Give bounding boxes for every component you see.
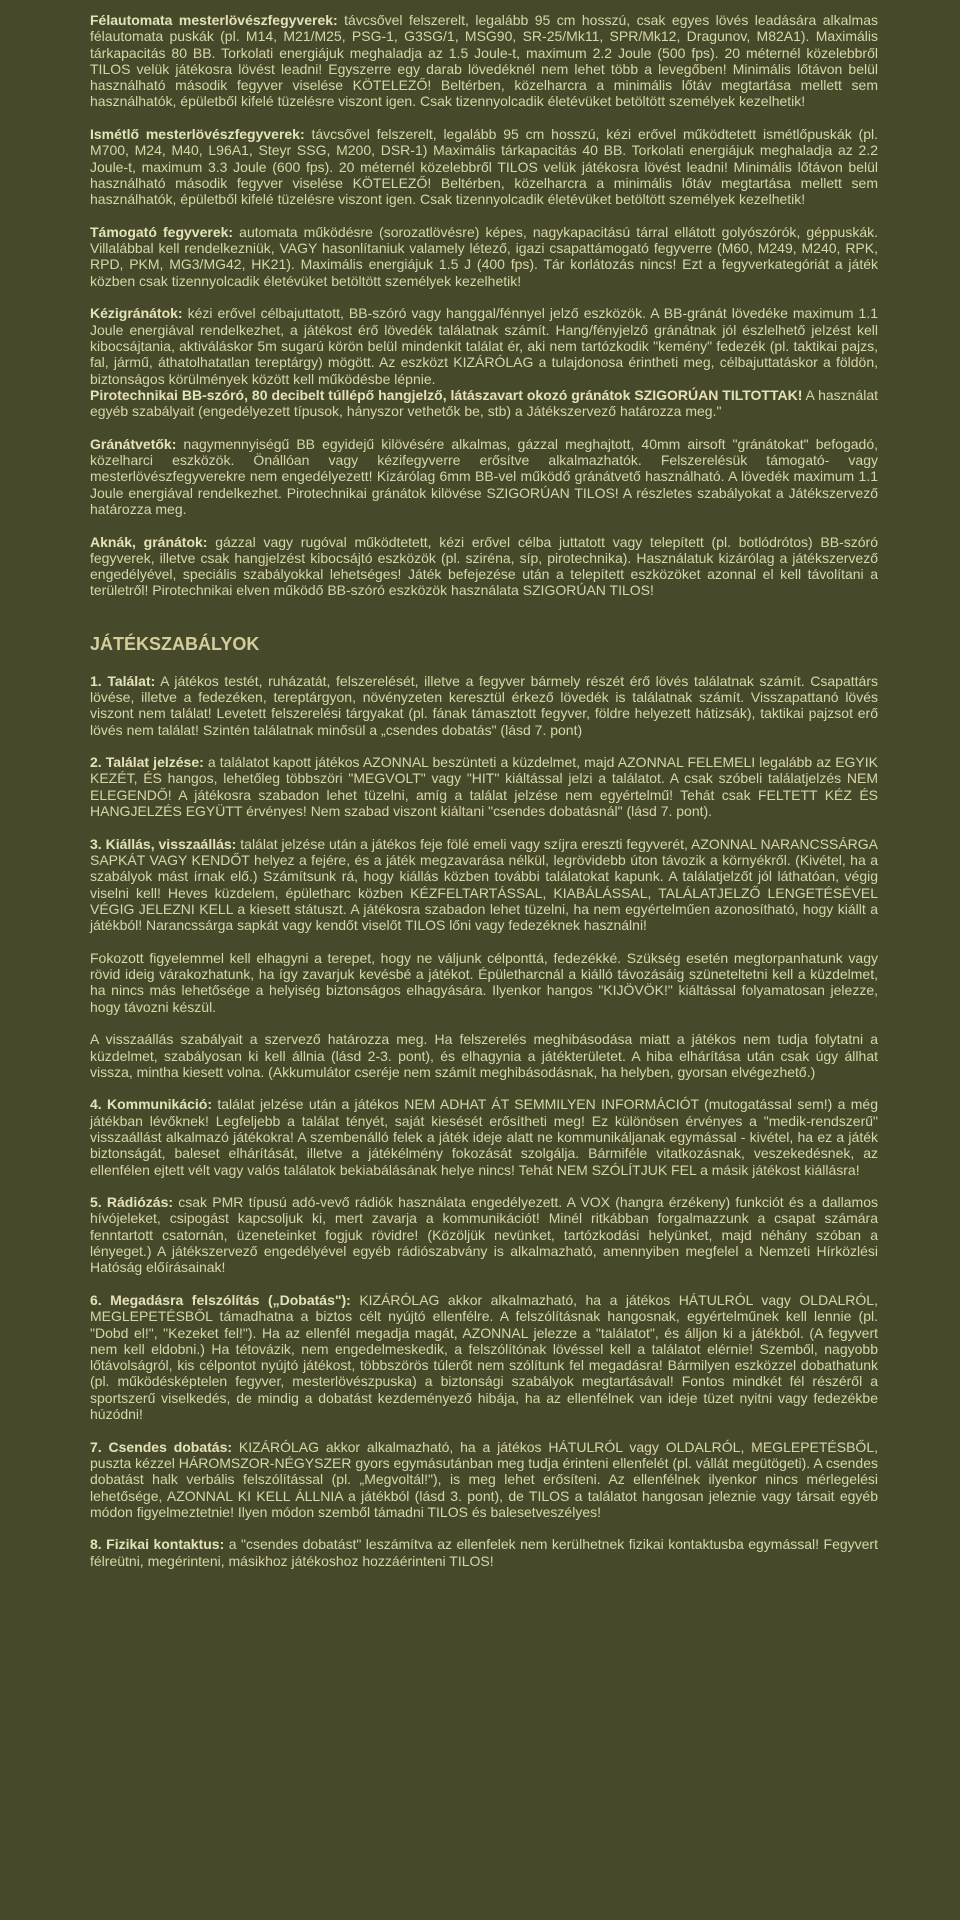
rule-exit-respawn: 3. Kiállás, visszaállás: találat jelzése után a játékos feje fölé emeli vagy szíjra ereszti fegyverét, AZONNAL NARANCSSÁRGA SAPKÁT VAGY KENDŐT helyez a fejére, és a játék megzavarása nélkül, legrövidebb úton távozik a környékről. (Kivétel, ha a szabályok mást írnak elő.) Számítsunk rá, hogy kiállás közben további találatokat kapunk. A találatjelzőt jól láthatóan, végig viselni kell! Heves küzdelem, épületharc közben KÉZFELTARTÁSSAL, KIABÁLÁSSAL, TALÁLATJELZŐ LENGETÉSÉVEL VÉGIG JELEZNI KELL a kiesett státuszt. A játékosra szabadon lehet tüzelni, ha nem egyértelműen azonosítható, hogy kiállt a játékból! Narancssárga sapkát vagy kendőt viselőt TILOS lőni vagy fedezéknek használni! bbox=[90, 835, 878, 934]
rule-radio: 5. Rádiózás: csak PMR típusú adó-vevő rádiók használata engedélyezett. A VOX (hangra érzékeny) funkciót és a dallamos hívójeleket, csipogást kapcsoljuk ki, mert zavarja a kommunikációt! Minél ritkábban forgalmazzunk a csapat számára fenntartott csatornán, üzeneteinket fogjuk rövidre! (Közöljük nevünket, tartózkodási helyünket, majd néhány szóban a lényeget.) A játékszervező engedélyével egyéb rádiószabvány is alkalmazható, amennyiben megfelel a Nemzeti Hírközlési Hatóság előírásainak! bbox=[90, 1194, 878, 1276]
rule-surrender-call: 6. Megadásra felszólítás („Dobatás"): KIZÁRÓLAG akkor alkalmazható, ha a játékos HÁTULRÓL vagy OLDALRÓL, MEGLEPETÉSBŐL támadhatna a biztos célt nyújtó ellenfélre. A felszólításnak hangosnak, egyértelműnek kell lennie (pl. "Dobd el!", "Kezeket fel!"). Ha az ellenfél megadja magát, AZONNAL jelezze a "találatot", és álljon ki a játékból. (A fegyvert nem kell eldobni.) Ha tétovázik, nem engedelmeskedik, a felszólítónak lövéssel kell a találatot elérnie! Szemből, nagyobb lőtávolságról, kis célpontot nyújtó játékost, többszörös túlerőt nem szólítunk fel megadásra! Bármilyen eszközzel dobathatunk (pl. működésképtelen fegyver, mesterlövészpuska) a biztonsági szabályok megtartásával! Fontos mindkét fél részéről a sportszerű viselkedés, de mindig a dobatást kezdeményező hibája, ha az ellenfélnek van ideje tüzet nyitni vagy fedezékbe húzódni! bbox=[90, 1291, 878, 1423]
rule-hit-signal: 2. Találat jelzése: a találatot kapott játékos AZONNAL beszünteti a küzdelmet, majd AZONNAL FELEMELI legalább az EGYIK KEZÉT, ÉS hangos, lehetőleg többszöri "MEGVOLT" vagy "HIT" kiáltással jelzi a találatot. A csak szóbeli találatjelzés NEM ELEGENDŐ! A játékosra szabadon lehet tüzelni, amíg a találat jelzése nem egyértelmű! Tehát csak FELTETT KÉZ ÉS HANGJELZÉS EGYÜTT érvényes! Nem szabad viszont kiáltani "csendes dobatásnál" (lásd 7. pont). bbox=[90, 754, 878, 820]
paragraph-support-weapons: Támogató fegyverek: automata működésre (sorozatlövésre) képes, nagykapacitású tárral ellátott golyószórók, géppuskák. Villalábbal kell rendelkezniük, VAGY hasonlítaniuk valamely létező, igazi csapattámogató fegyverre (M60, M249, M240, RPK, RPD, PKM, MG3/MG42, HK21). Maximális energiájuk 1.5 J (400 fps). Tár korlátozás nincs! Ezt a fegyverkategóriát a játék közben csak tizennyolcadik életévüket betöltött személyek kezelhetik! bbox=[90, 223, 878, 289]
paragraph-grenade-launchers: Gránátvetők: nagymennyiségű BB egyidejű kilövésére alkalmas, gázzal meghajtott, 40mm airsoft "gránátokat" befogadó, közelharci eszközök. Önállóan vagy kézifegyverre erősítve alkalmazhatók. Felszerelésük támogató- vagy mesterlövészfegyverekre nem engedélyezett! Kizárólag 6mm BB-vel működő gránátvető használható. A lövedék maximum 1.1 Joule energiával rendelkezhet. Pirotechnikai gránátok kilövése SZIGORÚAN TILOS! A részletes szabályokat a Játékszervező határozza meg. bbox=[90, 435, 878, 517]
rule-exit-caution: Fokozott figyelemmel kell elhagyni a terepet, hogy ne váljunk célponttá, fedezékké. Szükség esetén megtorpanhatunk vagy rövid ideig várakozhatunk, ha így zavarjuk kevésbé a játékot. Épületharcnál a kiálló távozásáig szüneteltetni kell a küzdelmet, ha nincs más lehetősége a helyiség biztonságos elhagyására. Ilyenkor hangos "KIJÖVÖK!" kiáltással folyamatosan jelezze, hogy távozni készül. bbox=[90, 949, 878, 1015]
rule-physical-contact: 8. Fizikai kontaktus: a "csendes dobatást" leszámítva az ellenfelek nem kerülhetnek fizikai kontaktusba egymással! Fegyvert félreütni, megérinteni, másikhoz játékoshoz hozzáérinteni TILOS! bbox=[90, 1536, 878, 1569]
rule-silent-kill: 7. Csendes dobatás: KIZÁRÓLAG akkor alkalmazható, ha a játékos HÁTULRÓL vagy OLDALRÓL, MEGLEPETÉSBŐL, puszta kézzel HÁROMSZOR-NÉGYSZER gyors egymásutánban meg tudja érinteni ellenfelét (pl. vállát megütögeti). A csendes dobatást halk verbális felszólítással (pl. „Megvoltál!"), is meg lehet erősíteni. Az ellenfélnek ilyenkor nincs mérlegelési lehetősége, AZONNAL KI KELL ÁLLNIA a játékból (lásd 3. pont), de TILOS a találatot hangosan jeleznie vagy társait egyéb módon figyelmeztetnie! Ilyen módon szemből támadni TILOS és balesetveszélyes! bbox=[90, 1438, 878, 1520]
rule-communication: 4. Kommunikáció: találat jelzése után a játékos NEM ADHAT ÁT SEMMILYEN INFORMÁCIÓT (mutogatással sem!) a még játékban lévőknek! Legfeljebb a találat tényét, saját kiesését erősítheti meg! Ez különösen érvényes a "medik-rendszerű" visszaállást alkalmazó játékokra! A szembenálló felek a játék ideje alatt ne kommunikáljanak egymással - kivétel, ha ez a játék biztonságát, baleset elhárítását, illetve a játékélmény fokozását szolgálja. Bármiféle vitatkozásnak, veszekedésnek, az ellenfélen ejtett vélt vagy valós találatok bekiabálásának helye nincs! Tehát NEM SZÓLÍTJUK FEL a másik játékost kiállásra! bbox=[90, 1096, 878, 1178]
paragraph-pyrotechnics: Pirotechnikai BB-szóró, 80 decibelt túllépő hangjelző, látászavart okozó gránátok SZIGORÚAN TILTOTTAK! A használat egyéb szabályait (engedélyezett típusok, hányszor vethetők be, stb) a Játékszervező határozza meg." bbox=[90, 386, 878, 420]
rule-respawn-rules: A visszaállás szabályait a szervező határozza meg. Ha felszerelés meghibásodása miatt a játékos nem tudja folytatni a küzdelmet, szabályosan ki kell állnia (lásd 2-3. pont), és elhagynia a játékterületet. A hiba elhárítása után csak úgy állhat vissza, mintha kiesett volna. (Akkumulátor cseréje nem számít meghibásodásnak, ha helyben, gyorsan elvégezhető.) bbox=[90, 1031, 878, 1080]
paragraph-mines: Aknák, gránátok: gázzal vagy rugóval működtetett, kézi erővel célba juttatott vagy telepített (pl. botlódrótos) BB-szóró fegyverek, illetve csak hangjelzést kibocsájtó eszközök (pl. sziréna, síp, pirotechnika). Használatuk kizárólag a játékszervező engedélyével, speciális szabályokkal lehetséges! Játék befejezése után a telepített eszközöket azonnal el kell távolítani a területről! Pirotechnikai elven működő BB-szóró eszközök használata SZIGORÚAN TILOS! bbox=[90, 533, 878, 599]
paragraph-semi-auto-sniper: Félautomata mesterlövészfegyverek: távcsővel felszerelt, legalább 95 cm hosszú, csak egyes lövés leadására alkalmas félautomata puskák (pl. M14, M21/M25, PSG-1, G3SG/1, MSG90, SR-25/Mk11, SPR/Mk12, Dragunov, M82A1). Maximális tárkapacitás 80 BB. Torkolati energiájuk meghaladja az 1.5 Joule-t, maximum 2.2 Joule (500 fps). 20 méternél közelebbről TILOS velük játékosra lövést leadni! Egyszerre egy darab lövedéknél nem lehet több a levegőben! Minimális lőtávon belül használható második fegyver viselése KÖTELEZŐ! Beltérben, közelharcra a minimális lőtáv megtartása mellett sem használhatók, épületből kifelé tüzelésre viszont igen. Csak tizennyolcadik életévüket betöltött személyek kezelhetik! bbox=[90, 12, 878, 110]
paragraph-bolt-action-sniper: Ismétlő mesterlövészfegyverek: távcsővel felszerelt, legalább 95 cm hosszú, kézi erővel működtetett ismétlőpuskák (pl. M700, M24, M40, L96A1, Steyr SSG, M200, DSR-1) Maximális tárkapacitás 40 BB. Torkolati energiájuk meghaladja az 2.2 Joule-t, maximum 3.3 Joule (600 fps). 20 méternél közelebbről TILOS velük játékosra lövést leadni! Minimális lőtávon belül használható második fegyver viselése KÖTELEZŐ! Beltérben, közelharcra a minimális lőtáv megtartása mellett sem használhatók, épületből kifelé tüzelésre viszont igen. Csak tizennyolcadik életévüket betöltött személyek kezelhetik! bbox=[90, 126, 878, 208]
rules-heading: JÁTÉKSZABÁLYOK bbox=[90, 633, 260, 654]
document-body bbox=[90, 12, 878, 1585]
rule-hit: 1. Találat: A játékos testét, ruházatát, felszerelését, illetve a fegyver bármely részét érő lövés találatnak számít. Csapattárs lövése, illetve a fedezéken, tereptárgyon, növényzeten keresztül érkező lövedék is találatnak számít. Visszapattanó lövés viszont nem találat! Levetett felszerelési tárgyakat (pl. fának támasztott fegyver, földre helyezett hátizsák), taktikai pajzsot erő lövés nem találat! Szintén találatnak minősül a „csendes dobatás" (lásd 7. pont) bbox=[90, 672, 878, 738]
paragraph-hand-grenades: Kézigránátok: kézi erővel célbajuttatott, BB-szóró vagy hanggal/fénnyel jelző eszközök. A BB-gránát lövedéke maximum 1.1 Joule energiával rendelkezhet, a játékost érő lövedék találatnak számít. Hang/fényjelző gránátnak jól észlelhető jelzést kell kibocsájtania, aktiváláskor 5m sugarú körön belül mindenkit találat ér, aki nem tartózkodik "kemény" fedezék (pl. taktikai pajzs, fal, jármű, áthatolhatatlan tereptárgy) mögött. Az eszközt KIZÁRÓLAG a tulajdonosa érintheti meg, célbajuttatáskor a földön, biztonságos körülmények között kell működésbe lépnie. bbox=[90, 305, 878, 387]
